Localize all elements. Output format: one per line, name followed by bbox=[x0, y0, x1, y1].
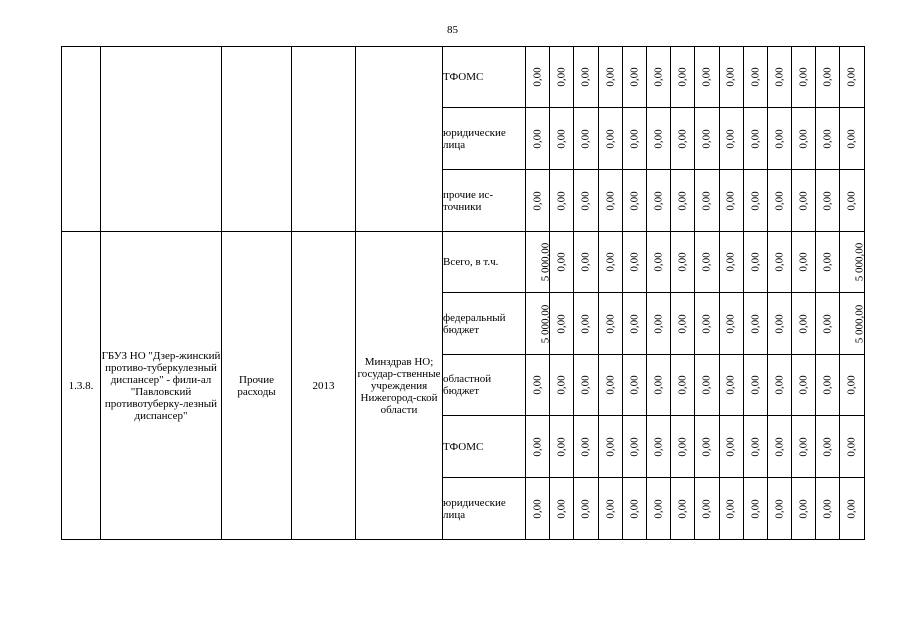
source-cell: ТФОМС bbox=[443, 47, 526, 108]
value-cell bbox=[646, 293, 670, 355]
value-cell bbox=[816, 170, 840, 232]
value-cell bbox=[719, 232, 743, 293]
value-text: 0,00 bbox=[604, 313, 617, 334]
value-text: 0,00 bbox=[676, 190, 689, 211]
value-text: 0,00 bbox=[676, 436, 689, 457]
value-cell bbox=[695, 170, 719, 232]
value-text: 0,00 bbox=[749, 436, 762, 457]
value-text: 0,00 bbox=[773, 313, 786, 334]
value-text: 0,00 bbox=[773, 67, 786, 87]
value-text: 0,00 bbox=[579, 67, 592, 87]
value-text: 0,00 bbox=[676, 375, 689, 395]
value-cell bbox=[840, 416, 864, 478]
value-cell bbox=[550, 293, 574, 355]
value-cell bbox=[622, 478, 646, 540]
value-cell bbox=[767, 293, 791, 355]
source-cell: федеральный бюджет bbox=[443, 293, 526, 355]
value-cell bbox=[550, 232, 574, 293]
value-cell bbox=[767, 47, 791, 108]
source-cell: юридические лица bbox=[443, 478, 526, 540]
value-text: 0,00 bbox=[652, 190, 665, 211]
value-text: 0,00 bbox=[652, 128, 665, 149]
source-cell: ТФОМС bbox=[443, 416, 526, 478]
value-cell bbox=[526, 478, 550, 540]
value-cell bbox=[840, 478, 864, 540]
value-text: 0,00 bbox=[773, 252, 786, 272]
value-cell bbox=[526, 355, 550, 416]
value-text: 0,00 bbox=[531, 190, 544, 211]
value-cell bbox=[816, 293, 840, 355]
value-text: 0,00 bbox=[700, 436, 713, 457]
value-cell bbox=[767, 416, 791, 478]
value-text: 0,00 bbox=[555, 498, 568, 519]
value-cell bbox=[646, 108, 670, 170]
value-text: 0,00 bbox=[555, 128, 568, 149]
value-text: 0,00 bbox=[579, 498, 592, 519]
value-cell bbox=[622, 416, 646, 478]
value-cell bbox=[695, 108, 719, 170]
value-cell bbox=[598, 293, 622, 355]
value-cell bbox=[622, 47, 646, 108]
value-cell bbox=[622, 293, 646, 355]
value-text: 0,00 bbox=[555, 375, 568, 395]
value-cell bbox=[816, 232, 840, 293]
value-cell bbox=[574, 355, 598, 416]
value-cell bbox=[671, 355, 695, 416]
value-cell bbox=[767, 108, 791, 170]
value-text: 0,00 bbox=[555, 313, 568, 334]
item-number-cell: 1.3.8. bbox=[62, 232, 101, 540]
value-text: 0,00 bbox=[579, 313, 592, 334]
table-row bbox=[62, 47, 865, 108]
value-text: 0,00 bbox=[652, 498, 665, 519]
value-text: 0,00 bbox=[579, 128, 592, 149]
value-text: 0,00 bbox=[628, 375, 641, 395]
item-name-cell: ГБУЗ НО "Дзер-жинский противо-туберкулезный диспансер" - фили-ал "Павловский противотуберку-лезный диспансер" bbox=[101, 232, 222, 540]
value-text: 0,00 bbox=[555, 190, 568, 211]
value-cell bbox=[671, 47, 695, 108]
value-cell bbox=[671, 232, 695, 293]
value-text: 0,00 bbox=[579, 375, 592, 395]
value-text: 0,00 bbox=[797, 498, 810, 519]
value-text: 0,00 bbox=[846, 436, 859, 457]
value-cell bbox=[574, 170, 598, 232]
value-cell bbox=[671, 170, 695, 232]
value-cell bbox=[646, 355, 670, 416]
executor-cell: Минздрав НО; государ-ственные учреждения Нижегород-ской области bbox=[356, 232, 443, 540]
value-cell bbox=[598, 170, 622, 232]
value-text: 0,00 bbox=[749, 67, 762, 87]
value-text: 0,00 bbox=[725, 128, 738, 149]
value-cell bbox=[695, 355, 719, 416]
value-cell bbox=[526, 170, 550, 232]
source-cell: Всего, в т.ч. bbox=[443, 232, 526, 293]
value-text: 0,00 bbox=[725, 252, 738, 272]
value-cell bbox=[574, 416, 598, 478]
value-cell bbox=[598, 416, 622, 478]
value-text: 0,00 bbox=[604, 498, 617, 519]
value-cell bbox=[622, 232, 646, 293]
value-cell bbox=[646, 170, 670, 232]
value-cell bbox=[743, 47, 767, 108]
value-text: 0,00 bbox=[652, 313, 665, 334]
value-cell bbox=[646, 416, 670, 478]
value-cell bbox=[695, 293, 719, 355]
number-cell bbox=[62, 47, 101, 232]
source-cell: областной бюджет bbox=[443, 355, 526, 416]
value-text: 0,00 bbox=[628, 190, 641, 211]
value-text: 0,00 bbox=[604, 128, 617, 149]
value-cell bbox=[719, 47, 743, 108]
value-text: 0,00 bbox=[725, 498, 738, 519]
value-text: 0,00 bbox=[749, 313, 762, 334]
value-text: 0,00 bbox=[725, 67, 738, 87]
value-text: 0,00 bbox=[628, 128, 641, 149]
value-text: 0,00 bbox=[604, 252, 617, 272]
value-cell bbox=[719, 416, 743, 478]
value-text: 0,00 bbox=[749, 375, 762, 395]
source-cell: юридические лица bbox=[443, 108, 526, 170]
value-cell bbox=[550, 170, 574, 232]
expense-type-cell bbox=[222, 47, 292, 232]
value-text: 0,00 bbox=[749, 128, 762, 149]
value-text: 0,00 bbox=[628, 67, 641, 87]
value-text: 0,00 bbox=[797, 252, 810, 272]
value-cell bbox=[598, 47, 622, 108]
value-text: 0,00 bbox=[773, 375, 786, 395]
value-cell bbox=[550, 47, 574, 108]
value-text: 0,00 bbox=[579, 252, 592, 272]
value-cell bbox=[816, 108, 840, 170]
value-text: 0,00 bbox=[628, 498, 641, 519]
value-cell bbox=[574, 293, 598, 355]
value-text: 0,00 bbox=[700, 375, 713, 395]
value-text: 0,00 bbox=[797, 190, 810, 211]
value-cell bbox=[792, 293, 816, 355]
value-text: 0,00 bbox=[676, 498, 689, 519]
budget-table bbox=[61, 46, 864, 539]
value-cell bbox=[646, 232, 670, 293]
value-cell bbox=[743, 170, 767, 232]
value-cell bbox=[743, 355, 767, 416]
value-text: 0,00 bbox=[821, 190, 834, 211]
value-text: 0,00 bbox=[628, 436, 641, 457]
table-row bbox=[62, 232, 865, 293]
value-text: 0,00 bbox=[725, 375, 738, 395]
value-text: 0,00 bbox=[676, 252, 689, 272]
value-text: 0,00 bbox=[749, 498, 762, 519]
name-cell bbox=[101, 47, 222, 232]
value-cell bbox=[622, 355, 646, 416]
value-cell bbox=[719, 355, 743, 416]
value-text: 0,00 bbox=[652, 67, 665, 87]
value-text: 0,00 bbox=[676, 67, 689, 87]
value-text: 0,00 bbox=[700, 190, 713, 211]
value-cell bbox=[622, 108, 646, 170]
value-cell bbox=[646, 47, 670, 108]
value-cell bbox=[792, 47, 816, 108]
value-text: 0,00 bbox=[846, 375, 859, 395]
value-text: 0,00 bbox=[821, 498, 834, 519]
value-text: 0,00 bbox=[676, 128, 689, 149]
value-text: 0,00 bbox=[797, 375, 810, 395]
expense-type-cell: Прочие расходы bbox=[222, 232, 292, 540]
value-text: 0,00 bbox=[797, 128, 810, 149]
value-cell bbox=[743, 108, 767, 170]
value-text: 0,00 bbox=[555, 252, 568, 272]
value-cell bbox=[526, 232, 550, 293]
value-cell bbox=[550, 416, 574, 478]
page-number: 85 bbox=[447, 24, 458, 36]
value-cell bbox=[719, 478, 743, 540]
value-text: 0,00 bbox=[700, 67, 713, 87]
value-cell bbox=[574, 232, 598, 293]
value-cell bbox=[816, 47, 840, 108]
value-text: 0,00 bbox=[773, 436, 786, 457]
value-cell bbox=[526, 293, 550, 355]
value-text: 0,00 bbox=[531, 67, 544, 87]
value-cell bbox=[695, 232, 719, 293]
value-cell bbox=[598, 478, 622, 540]
value-text: 0,00 bbox=[749, 252, 762, 272]
value-text: 0,00 bbox=[652, 375, 665, 395]
value-text: 0,00 bbox=[821, 375, 834, 395]
value-text: 0,00 bbox=[531, 436, 544, 457]
value-text: 0,00 bbox=[725, 190, 738, 211]
value-cell bbox=[574, 108, 598, 170]
value-cell bbox=[671, 293, 695, 355]
value-text: 0,00 bbox=[555, 436, 568, 457]
value-cell bbox=[598, 108, 622, 170]
value-cell bbox=[550, 108, 574, 170]
value-text: 5 000,00 bbox=[539, 304, 552, 343]
value-cell bbox=[792, 416, 816, 478]
value-text: 0,00 bbox=[531, 498, 544, 519]
value-cell bbox=[526, 47, 550, 108]
value-text: 0,00 bbox=[700, 313, 713, 334]
value-text: 0,00 bbox=[821, 67, 834, 87]
value-cell bbox=[719, 293, 743, 355]
value-cell bbox=[816, 416, 840, 478]
value-cell bbox=[550, 478, 574, 540]
value-cell bbox=[840, 170, 864, 232]
value-cell bbox=[767, 170, 791, 232]
source-cell: прочие ис-точники bbox=[443, 170, 526, 232]
value-text: 0,00 bbox=[773, 128, 786, 149]
value-text: 0,00 bbox=[700, 252, 713, 272]
value-text: 0,00 bbox=[846, 190, 859, 211]
value-text: 0,00 bbox=[700, 128, 713, 149]
value-text: 0,00 bbox=[604, 375, 617, 395]
value-cell bbox=[816, 478, 840, 540]
value-cell bbox=[574, 478, 598, 540]
value-cell bbox=[695, 478, 719, 540]
value-cell bbox=[743, 232, 767, 293]
value-text: 0,00 bbox=[604, 67, 617, 87]
value-cell bbox=[840, 355, 864, 416]
value-text: 0,00 bbox=[846, 128, 859, 149]
value-text: 0,00 bbox=[604, 190, 617, 211]
value-text: 0,00 bbox=[821, 252, 834, 272]
value-text: 0,00 bbox=[846, 67, 859, 87]
value-text: 0,00 bbox=[628, 313, 641, 334]
value-cell bbox=[695, 47, 719, 108]
value-cell bbox=[743, 416, 767, 478]
value-cell bbox=[792, 478, 816, 540]
value-cell bbox=[598, 355, 622, 416]
value-cell bbox=[840, 47, 864, 108]
value-text: 0,00 bbox=[579, 436, 592, 457]
value-cell bbox=[792, 170, 816, 232]
value-text: 0,00 bbox=[846, 498, 859, 519]
value-text: 0,00 bbox=[531, 128, 544, 149]
executor-cell bbox=[356, 47, 443, 232]
value-cell bbox=[719, 170, 743, 232]
value-cell bbox=[792, 108, 816, 170]
value-cell bbox=[767, 355, 791, 416]
value-text: 0,00 bbox=[652, 436, 665, 457]
value-text: 0,00 bbox=[797, 67, 810, 87]
value-text: 0,00 bbox=[821, 436, 834, 457]
value-cell bbox=[671, 478, 695, 540]
value-cell bbox=[767, 232, 791, 293]
value-cell bbox=[792, 355, 816, 416]
value-cell bbox=[671, 416, 695, 478]
budget-grid bbox=[61, 46, 865, 540]
value-cell bbox=[526, 416, 550, 478]
value-text: 0,00 bbox=[700, 498, 713, 519]
value-cell bbox=[816, 355, 840, 416]
value-text: 0,00 bbox=[652, 252, 665, 272]
value-cell bbox=[550, 355, 574, 416]
value-cell bbox=[719, 108, 743, 170]
value-cell bbox=[574, 47, 598, 108]
value-text: 0,00 bbox=[749, 190, 762, 211]
value-text: 0,00 bbox=[531, 375, 544, 395]
value-cell bbox=[622, 170, 646, 232]
value-text: 5 000,00 bbox=[539, 242, 552, 282]
value-cell bbox=[840, 293, 864, 355]
value-cell bbox=[840, 232, 864, 293]
value-text: 0,00 bbox=[797, 313, 810, 334]
value-cell bbox=[743, 293, 767, 355]
value-text: 0,00 bbox=[821, 313, 834, 334]
value-text: 0,00 bbox=[676, 313, 689, 334]
value-text: 5 000,00 bbox=[853, 304, 866, 343]
value-cell bbox=[743, 478, 767, 540]
value-cell bbox=[792, 232, 816, 293]
value-text: 0,00 bbox=[555, 67, 568, 87]
year-cell bbox=[292, 47, 356, 232]
value-cell bbox=[671, 108, 695, 170]
value-text: 5 000,00 bbox=[853, 242, 866, 282]
value-cell bbox=[526, 108, 550, 170]
value-text: 0,00 bbox=[797, 436, 810, 457]
value-text: 0,00 bbox=[579, 190, 592, 211]
value-cell bbox=[646, 478, 670, 540]
value-text: 0,00 bbox=[821, 128, 834, 149]
value-cell bbox=[598, 232, 622, 293]
value-text: 0,00 bbox=[725, 436, 738, 457]
value-text: 0,00 bbox=[725, 313, 738, 334]
value-text: 0,00 bbox=[628, 252, 641, 272]
year-cell: 2013 bbox=[292, 232, 356, 540]
value-text: 0,00 bbox=[773, 190, 786, 211]
value-text: 0,00 bbox=[773, 498, 786, 519]
value-text: 0,00 bbox=[604, 436, 617, 457]
value-cell bbox=[767, 478, 791, 540]
value-cell bbox=[840, 108, 864, 170]
value-cell bbox=[695, 416, 719, 478]
